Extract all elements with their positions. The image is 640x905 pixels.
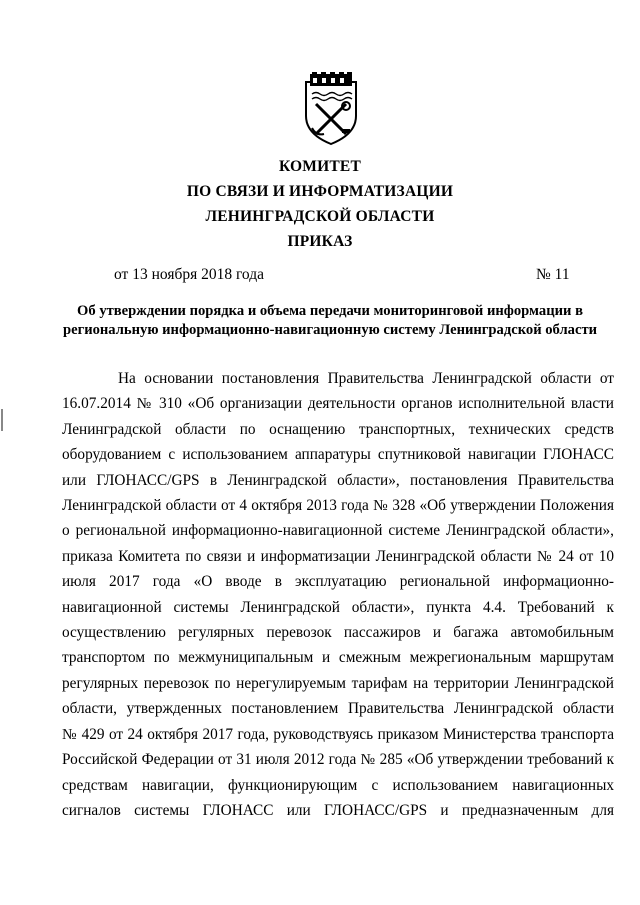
body-line: На основании постановления Правительства Ленинградской области от bbox=[118, 370, 614, 387]
body-line: средствам навигации, функционирующим с использованием навигационных bbox=[62, 776, 614, 794]
body-line: транспортом по межмуниципальным и смежным межрегиональным маршрутам bbox=[62, 649, 614, 667]
document-date: от 13 ноября 2018 года bbox=[114, 266, 265, 283]
body-line: сигналов системы ГЛОНАСС или ГЛОНАСС/GPS и предназначенным для bbox=[62, 801, 614, 819]
body-line: области, утвержденных постановлением Правительства Ленинградской области bbox=[62, 700, 614, 718]
org-title-line3: ЛЕНИНГРАДСКОЙ ОБЛАСТИ bbox=[205, 208, 435, 225]
margin-mark bbox=[1, 409, 3, 431]
body-line: навигационной системы Ленинградской области», пункта 4.4. Требований к bbox=[62, 598, 614, 616]
body-line: Ленинградской области от 4 октября 2013 года № 328 «Об утверждении Положения bbox=[62, 497, 614, 515]
body-line: Российской Федерации от 31 июля 2012 года № 285 «Об утверждении требований к bbox=[62, 751, 614, 769]
body-line: осуществлению регулярных перевозок пассажиров и багажа автомобильным bbox=[62, 624, 614, 642]
body-line: июля 2017 года «О вводе в эксплуатацию региональной информационно- bbox=[62, 573, 614, 591]
document-type: ПРИКАЗ bbox=[287, 233, 353, 250]
body-line: или ГЛОНАСС/GPS в Ленинградской области», постановления Правительства bbox=[62, 471, 614, 489]
document-subject bbox=[60, 302, 600, 340]
document-number: № 11 bbox=[536, 266, 570, 283]
body-line: оборудованием с использованием аппаратуры спутниковой навигации ГЛОНАСС bbox=[62, 446, 614, 464]
body-line: 16.07.2014 № 310 «Об организации деятельности органов исполнительной власти bbox=[62, 395, 614, 413]
org-title-line2: ПО СВЯЗИ И ИНФОРМАТИЗАЦИИ bbox=[186, 183, 454, 200]
body-line: Ленинградской области по оснащению транспортных, технических средств bbox=[62, 420, 614, 438]
body-line: № 429 от 24 октября 2017 года, руководствуясь приказом Министерства транспорта bbox=[62, 725, 614, 743]
document-body bbox=[62, 366, 614, 823]
org-title-line1: КОМИТЕТ bbox=[278, 158, 361, 175]
coat-of-arms-icon bbox=[302, 72, 360, 146]
body-line: приказа Комитета по связи и информатизации Ленинградской области № 24 от 10 bbox=[62, 547, 614, 565]
body-line: регулярных перевозок по нерегулируемым тарифам на территории Ленинградской bbox=[62, 674, 614, 692]
subject-line: Об утверждении порядка и объема передачи мониторинговой информации в bbox=[77, 303, 583, 319]
subject-line: региональную информационно-навигационную систему Ленинградской области bbox=[62, 322, 598, 338]
body-line: о региональной информационно-навигационной системе Ленинградской области», bbox=[62, 522, 614, 540]
